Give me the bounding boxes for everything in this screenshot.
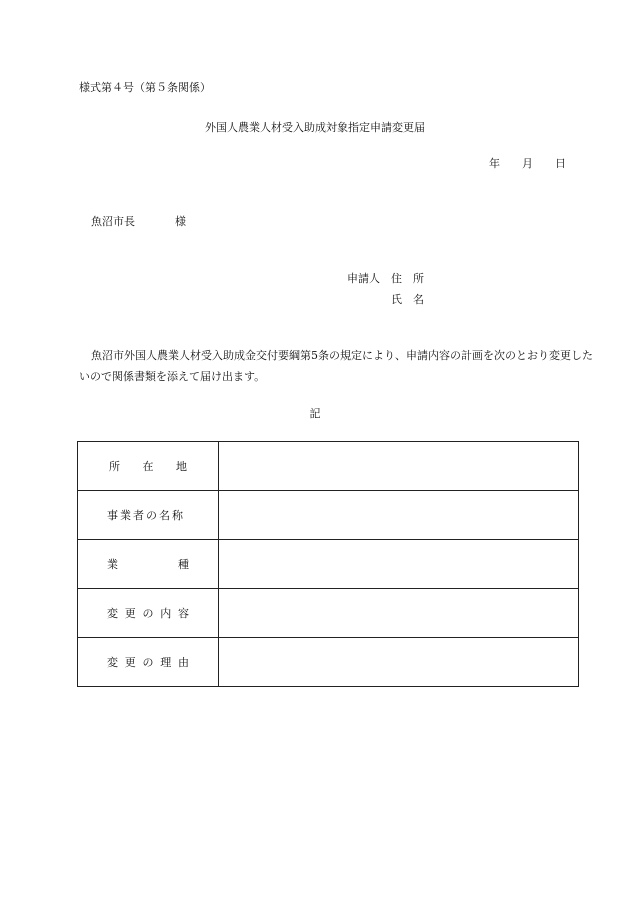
table-row: [78, 540, 579, 589]
row-label-industry: [78, 540, 219, 589]
body-text-line-1: 魚沼市外国人農業人材受入助成金交付要綱第5条の規定により、申請内容の計画を次のとおり変更した: [91, 349, 593, 362]
addressee-name: 魚沼市長: [91, 215, 135, 228]
date-year-label: 年: [489, 157, 500, 170]
row-value-change-content[interactable]: [219, 589, 579, 638]
label-char: の: [142, 656, 154, 669]
table-row: [78, 442, 579, 491]
addressee-honorific: 様: [175, 215, 186, 228]
row-value-industry[interactable]: [219, 540, 579, 589]
row-value-business-name[interactable]: [219, 491, 579, 540]
info-table: [77, 441, 579, 687]
table-row: [78, 589, 579, 638]
row-value-location[interactable]: [219, 442, 579, 491]
label-char: の: [142, 607, 154, 620]
row-label-change-reason: [78, 638, 219, 687]
label-char: 理: [160, 656, 172, 669]
label-char: 更: [124, 607, 136, 620]
date-line: [489, 158, 566, 169]
row-value-change-reason[interactable]: [219, 638, 579, 687]
form-title: 外国人農業人材受入助成対象指定申請変更届: [205, 121, 425, 134]
label-char: 地: [176, 460, 187, 473]
applicant-label: 申請人: [347, 272, 380, 285]
body-text-line-2: いので関係書類を添えて届け出ます。: [79, 370, 266, 383]
form-number: 様式第４号（第５条関係）: [79, 81, 211, 94]
label-char: 種: [178, 558, 189, 571]
applicant-address-label: 住 所: [391, 272, 424, 285]
label-char: 更: [124, 656, 136, 669]
label-char: 業: [107, 558, 118, 571]
row-label-location: [78, 442, 219, 491]
label-char: 容: [178, 607, 189, 620]
date-day-label: 日: [555, 157, 566, 170]
label-text: 事業者の名称: [107, 509, 185, 522]
ki-heading: 記: [309, 407, 321, 420]
date-month-label: 月: [522, 157, 533, 170]
label-char: 由: [178, 656, 189, 669]
addressee: [91, 216, 186, 227]
row-label-business-name: [78, 491, 219, 540]
label-char: 内: [160, 607, 172, 620]
table-row: [78, 491, 579, 540]
label-char: 変: [107, 656, 118, 669]
label-char: 変: [107, 607, 118, 620]
label-char: 在: [142, 460, 154, 473]
applicant-name-label: 氏 名: [391, 293, 424, 306]
label-char: 所: [109, 460, 120, 473]
row-label-change-content: [78, 589, 219, 638]
table-row: [78, 638, 579, 687]
